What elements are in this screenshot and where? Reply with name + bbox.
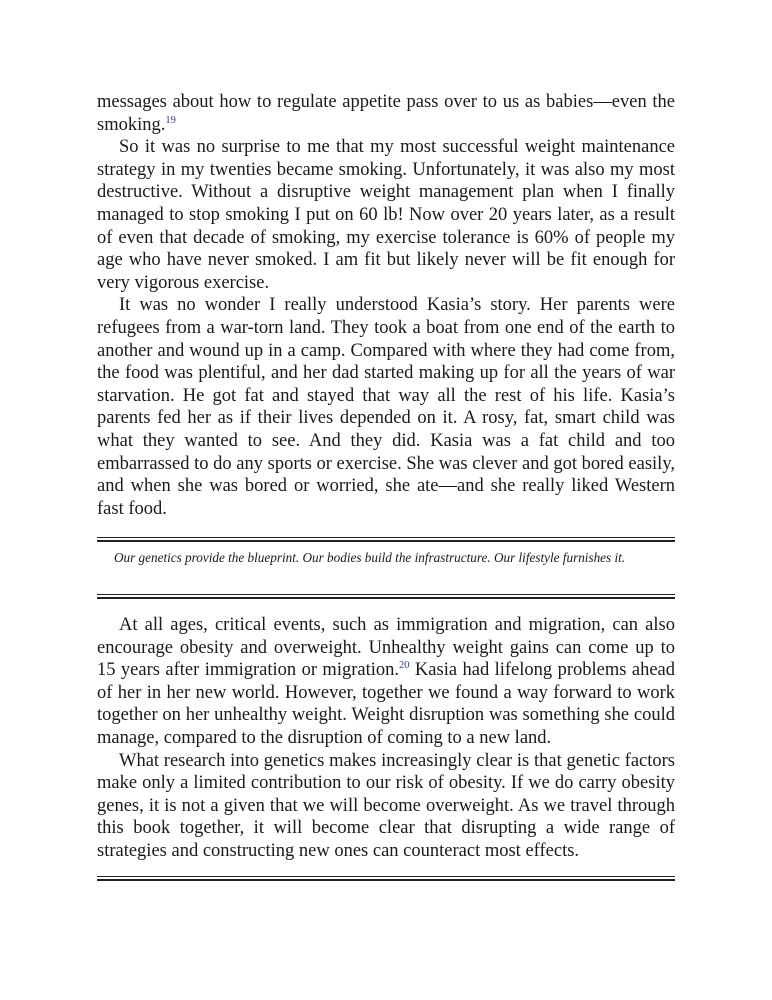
paragraph-text: At all ages, critical events, such as immigration and migration, can also encourage obesity and overweight. Unhealthy weight gains can come up to 15 years after immigration or migration.	[97, 615, 675, 681]
paragraph-text: Kasia had lifelong problems ahead of her in her new world. However, together we found a way forward to work together on her unhealthy weight. Weight disruption was something she could manage, compared to the disruption of coming to a new land.	[97, 660, 675, 748]
paragraph-text: messages about how to regulate appetite pass over to us as babies—even the smoking.	[97, 92, 675, 135]
paragraph-kasia-story: It was no wonder I really understood Kasia’s story. Her parents were refugees from a war-torn land. They took a boat from one end of the earth to another and wound up in a camp. Compared with where they had come from, the food was plentiful, and her dad started making up for all the years of war starvation. He got fat and stayed that way all the rest of his life. Kasia’s parents fed her as if their lives depended on it. A rosy, fat, smart child was what they wanted to see. And they did. Kasia was a fat child and too embarrassed to do any sports or exercise. She was clever and got bored easily, and when she was bored or worried, she ate—and she really liked Western fast food.	[97, 295, 675, 519]
footnote-ref-19[interactable]: 19	[165, 114, 176, 126]
paragraph-genetics: What research into genetics makes increasingly clear is that genetic factors make only a limited contribution to our risk of obesity. If we do carry obesity genes, it is not a given that we will become overweight. As we travel through this book together, it will become clear that disrupting a wide range of strategies and constructing new ones can counteract most effects.	[97, 750, 675, 861]
pullquote: Our genetics provide the blueprint. Our bodies build the infrastructure. Our lifestyle furnishes it.	[114, 550, 626, 565]
pullquote-rule-top	[97, 537, 675, 542]
paragraph-continued	[97, 91, 675, 136]
paragraph-immigration	[97, 614, 675, 750]
body-text-top	[97, 91, 675, 520]
footnote-ref-20[interactable]: 20	[399, 660, 410, 672]
body-text-bottom	[97, 614, 675, 863]
section-end-rule	[97, 876, 675, 881]
pullquote-rule-bottom	[97, 594, 675, 599]
paragraph-smoking: So it was no surprise to me that my most successful weight maintenance strategy in my twenties became smoking. Unfortunately, it was also my most destructive. Without a disruptive weight management plan when I finally managed to stop smoking I put on 60 lb! Now over 20 years later, as a result of even that decade of smoking, my exercise tolerance is 60% of people my age who have never smoked. I am fit but likely never will be fit enough for very vigorous exercise.	[97, 137, 675, 293]
